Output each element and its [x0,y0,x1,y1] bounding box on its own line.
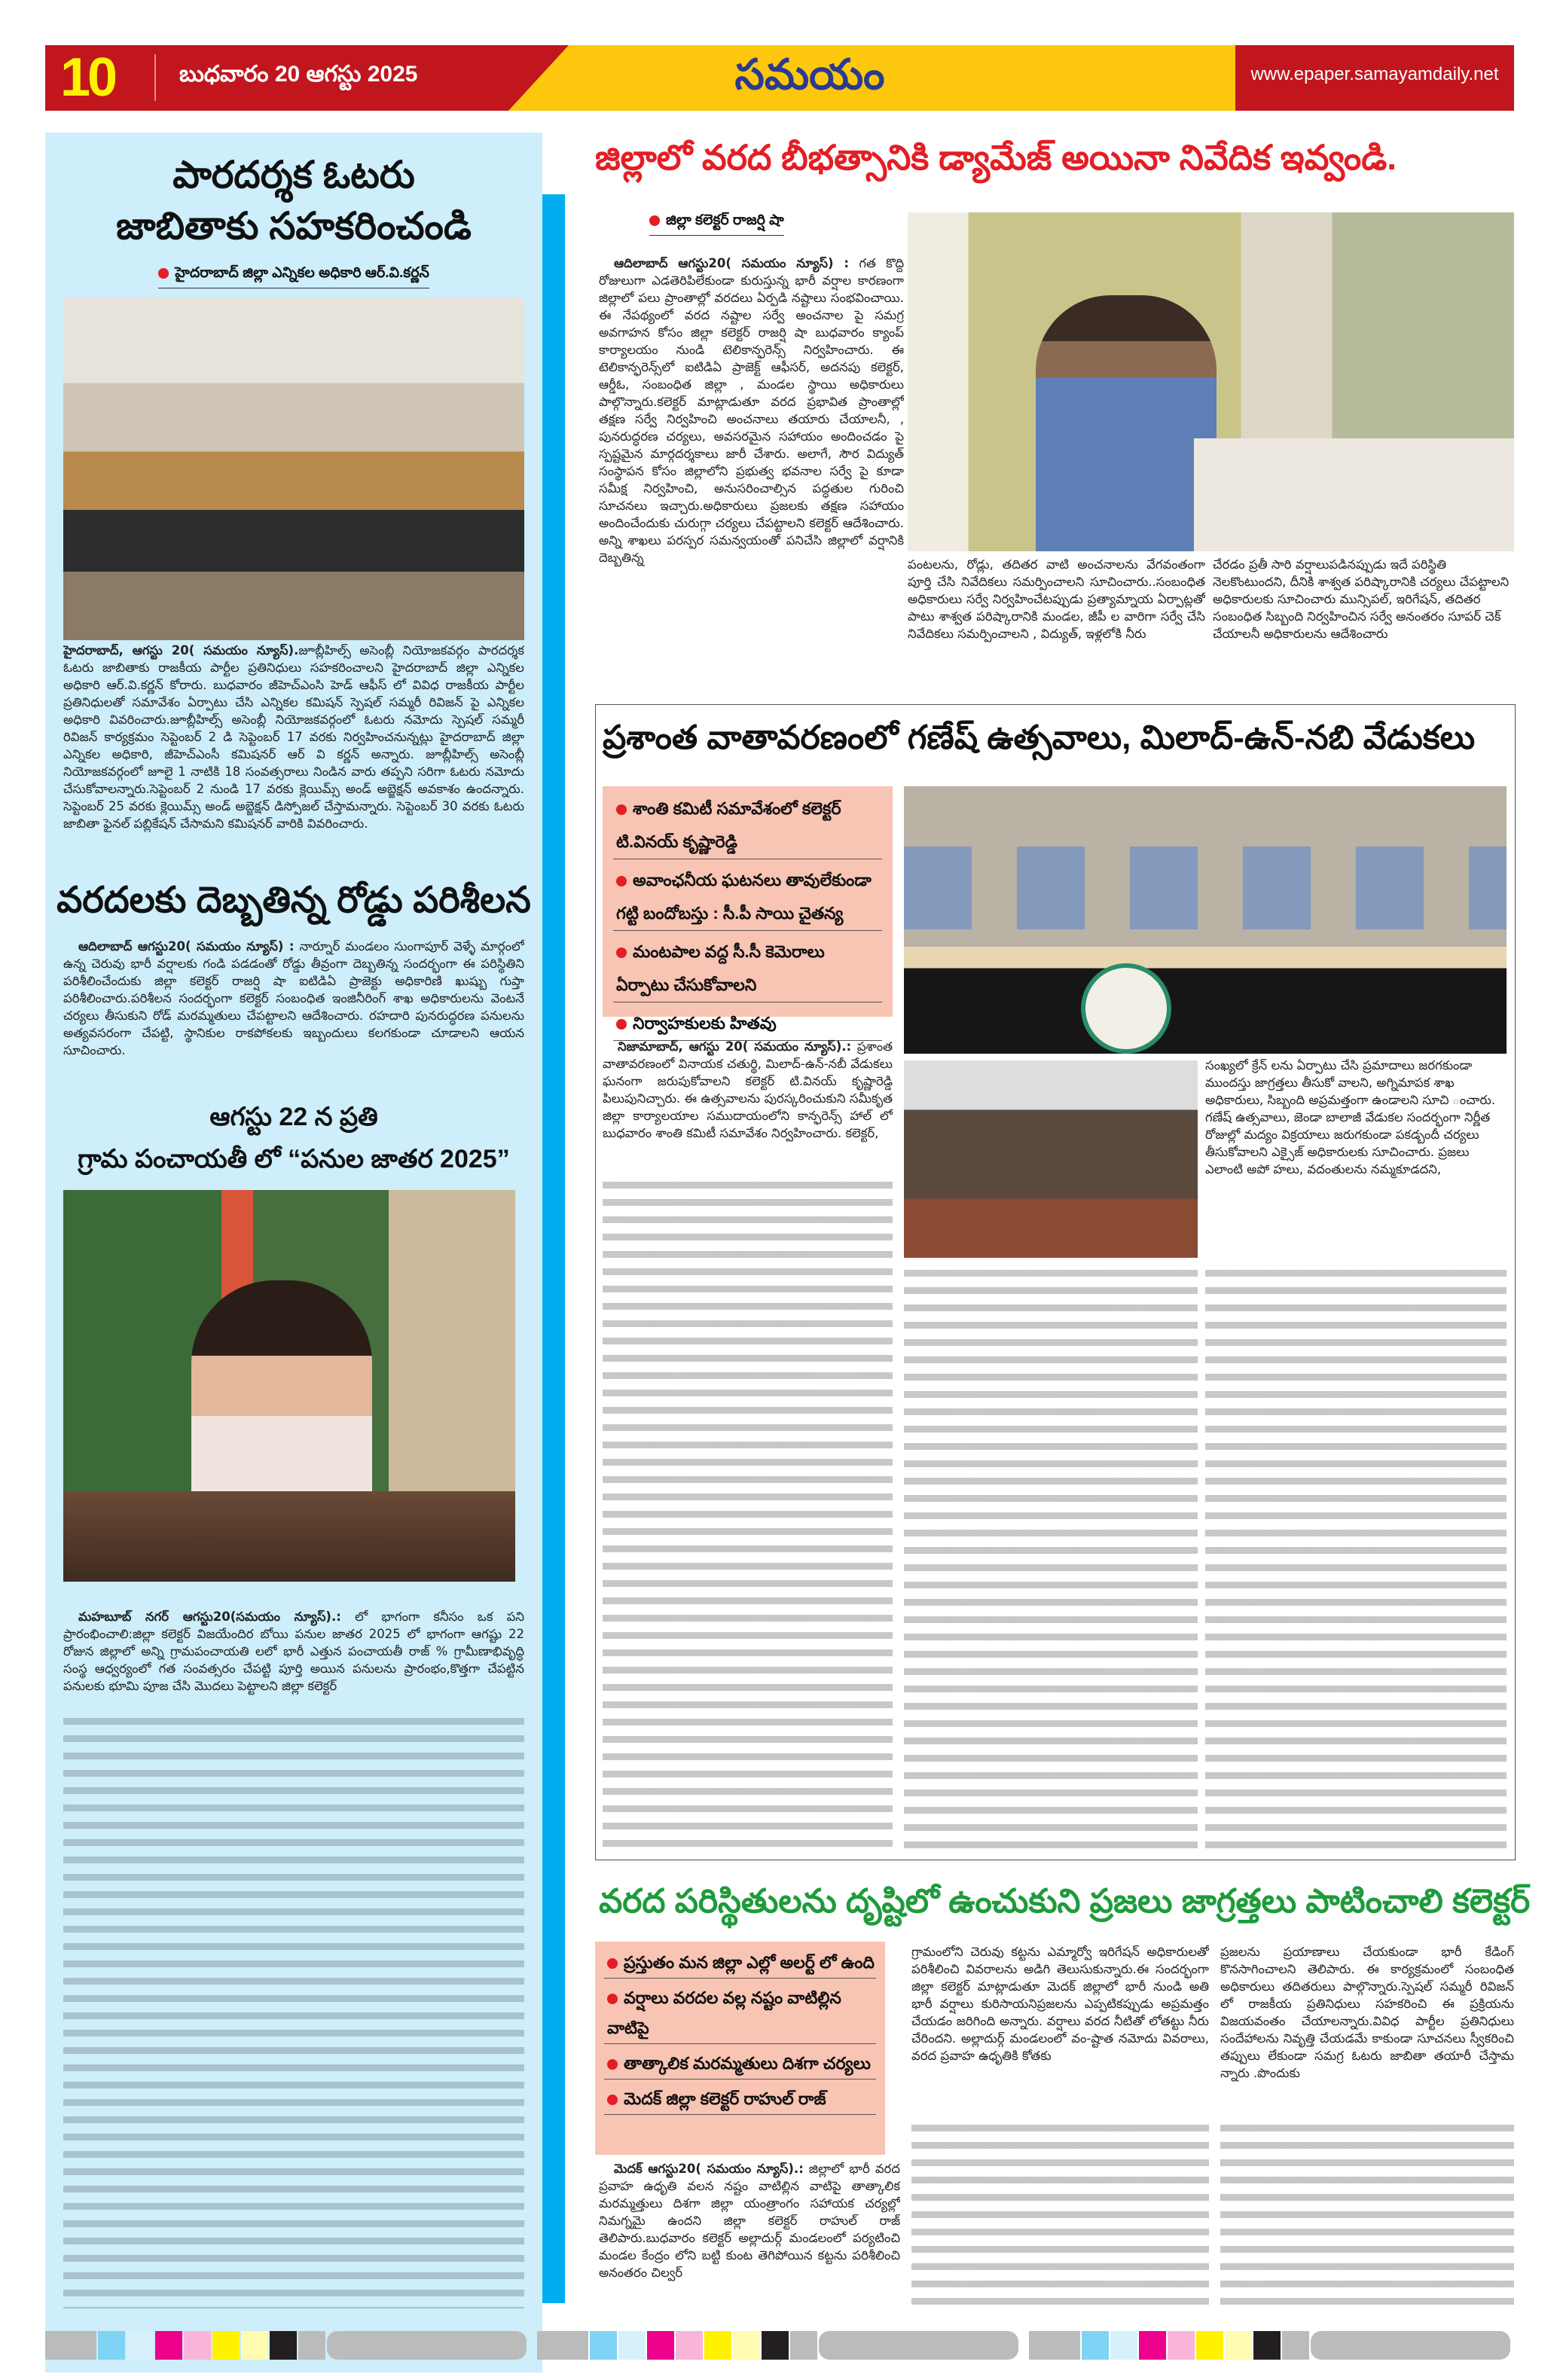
headline: జాబితాకు సహకరించండి [116,205,472,247]
highlights-box [603,786,893,1033]
color-bar-group [537,2331,1029,2360]
color-swatch [241,2331,268,2360]
color-swatch [212,2331,240,2360]
photo-meeting-audience [904,1060,1198,1258]
print-color-registration-bar [45,2331,1522,2360]
color-swatch [1029,2331,1080,2360]
highlight-item: వర్షాలు వరదల వల్ల నష్టం వాటిల్లిన వాటిపై [604,1983,876,2044]
photo-collector [63,1190,515,1582]
article-body-continued [1205,1265,1507,1851]
article-body: ఆదిలాబాద్ ఆగస్టు20( సమయం న్యూస్) : నార్నూర్ మండలం సుంగాపూర్ వెళ్ళే మార్గంలో ఉన్న చెరువు భారీ వర్షాలకు గండి పడడంతో రోడ్డు తీవ్రంగా దెబ్బతిన్న సందర్భంగా ఈ పరిస్థితిని పరిశీలించేందుకు జిల్లా కలెక్టర్ రాజర్షి షా ఐటిడిఏ ప్రాజెక్టు అధికారిణి ఖుష్బు గుప్తా పరిశీలించారు.పరిశీలన సందర్భంగా కలెక్టర్ సంబంధిత ఇంజినీరింగ్ శాఖ అధికారులను వెంటనే చర్యలు తీసుకుని రోడ్ మరమ్మతులు చేపట్టాలని ఆదేశించారు. రహదారి పునరుద్ధరణ పనులను అత్యవసరంగా చేపట్టి, స్థానికుల రాకపోకలకు ఇబ్బందులు కలగకుండా చూడాలని ఆయన సూచించారు. [63,939,524,1057]
masthead-logo: సమయం [734,50,885,98]
article-body: హైదరాబాద్, ఆగస్టు 20( సమయం న్యూస్).జూబ్లీహిల్స్ అసెంబ్లీ నియోజకవర్గం పారదర్శక ఓటరు జాబితాకు రాజకీయ పార్టీల ప్రతినిధులు సహకరించాలని హైదరాబాద్ జిల్లా ఎన్నికల అధికారి ఆర్.వి.కర్ణన్ కోరారు. బుధవారం జీహెచ్ఎంసి హెడ్ ఆఫీస్ లో వివిధ రాజకీయ పార్టీల ప్రతినిధులతో సమావేశం ఏర్పాటు చేసి ఎన్నికల కమిషన్ స్పెషల్ సమ్మరీ రివిజన్ పై ఎన్నికల అధికారి వివరించారు.జూబ్లీహిల్స్ అసెంబ్లీ నియోజకవర్గంలో ఓటరు నమోదు స్పెషల్ సమ్మరీ రివిజన్ కార్యక్రమం సెప్టెంబర్ 2 డి సెప్టెంబర్ 17 వరకు నిర్వహించనున్నట్లు హైదరాబాద్ జిల్లా ఎన్నికల అధికారి, జీహెచ్ఎంసీ కమిషనర్ ఆర్ వి కర్ణన్ అన్నారు. జూబ్లీహిల్స్ అసెంబ్లీ నియోజకవర్గంలో జూలై 1 నాటికి 18 సంవత్సరాలు నిండిన వారు తప్పని సరిగా ఓటరు నమోదు చేసుకోవాలన్నారు.సెప్టెంబర్ 2 నుండి 17 వరకు క్లెయిమ్స్ అండ్ అబ్జెక్షన్ అవకాశం ఉందన్నారు. సెప్టెంబర్ 25 వరకు క్లెయిమ్స్ అండ్ అబ్జెక్షన్ డిస్పోజల్ చేస్తామన్నారు. సెప్టెంబర్ 30 వరకు ఓటరు జాబితా ఫైనల్ పబ్లికేషన్ చేసామని కమిషనర్ వారికి వివరించారు. [63,643,524,831]
highlight-item: మంటపాల వద్ద సీ.సీ కెమెరాలు ఏర్పాటు చేసుకోవాలని [613,935,882,1002]
bullet-icon [649,215,660,226]
color-swatch [762,2331,789,2360]
photo-collector-teleconference [908,212,1514,551]
highlights-box [595,1942,885,2155]
bullet-icon [616,1019,627,1030]
article-body: సంఖ్యలో క్రేన్ లను ఏర్పాటు చేసి ప్రమాదాలు జరగకుండా ముందస్తు జాగ్రత్తలు తీసుకో వాలని, అగ్నిమాపక శాఖ అధికారులు, సిబ్బంది అప్రమత్తంగా ఉండాలని సూచి ంచారు. గణేష్ ఉత్సవాలు, జెండా బాలాజీ వేడుకల సందర్భంగా నిర్ణీత రోజుల్లో మద్యం విక్రయాలు జరుగకుండా పకడ్బందీ చర్యలు తీసుకోవాలని ఎక్సైజ్ అధికారులకు సూచించారు. ప్రజలు ఎలాంటి అపో హలు, వదంతులను నమ్మకూడదని, [1205,1058,1496,1176]
headline: వరదలకు దెబ్బతిన్న రోడ్డు పరిశీలన [56,880,531,920]
article-body: గ్రామంలోని చెరువు కట్టను ఎమ్మార్వో ఇరిగేషన్ అధికారులతో పరిశీలించి వివరాలను అడిగి తెలుసుకున్నారు.ఈ సందర్భంగా జిల్లా కలెక్టర్ మాట్లాడుతూ మెదక్ జిల్లాలో భారీ నుండి అతి భారీ వర్షాలు కురిసాయనిప్రజలను ఎప్పటికప్పుడు అప్రమత్తం చేయడం జరిగింది అన్నారు. వర్షాలు వరద నీటితో లోతట్టు నీరు చేరిందని. అల్లాదుర్గ్ మండలంలో వం-ష్టాత నమోదు వివరాలు, వరద ప్రవాహ ఉధృతికి కోతకు [911,1945,1209,2063]
byline: జిల్లా కలెక్టర్ రాజర్షి షా [649,212,784,236]
header-divider [154,54,156,101]
highlight-item: అవాంఛనీయ ఘటనలు తావులేకుండా గట్టి బందోబస్తు : సీ.పీ సాయి చైతన్య [613,864,882,931]
article-voter-list [45,149,542,288]
color-bar-group [45,2331,537,2360]
highlight-item: శాంతి కమిటీ సమావేశంలో కలెక్టర్ టి.వినయ్ కృష్ణారెడ్డి [613,792,882,859]
issue-date: బుధవారం 20 ఆగస్టు 2025 [179,62,418,87]
headline: గ్రామ పంచాయతీ లో “పనుల జాతర 2025” [78,1145,510,1173]
highlight-item: నిర్వాహకులకు హితవు [613,1007,882,1041]
article-panula-jathara-heading [45,1096,542,1180]
telangana-emblem [1081,963,1171,1054]
color-swatch [704,2331,731,2360]
article-body-continued [911,2120,1209,2312]
color-swatch [1196,2331,1223,2360]
bullet-icon [607,2059,618,2070]
color-swatch [647,2331,674,2360]
color-bar-pill [327,2331,527,2360]
article-body: చేరడం ప్రతీ సారి వర్షాలుపడినప్పుడు ఇదే పరిస్థితి నెలకొంటుందని, దీనికి శాశ్వత పరిష్కారానికి చర్యలు చేపట్టాలని అధికారులకు సూచించారు మున్సిపల్, ఇరిగేషన్, తదితర సంబంధిత సిబ్బంది నిర్వహించిన సర్వే అనంతరం సూపర్ చెక్ చేయాలనీ అధికారులను ఆదేశించారు [1213,557,1510,641]
bullet-icon [158,268,169,279]
bullet-icon [616,876,627,886]
color-swatch [1225,2331,1252,2360]
article-body: పంటలను, రోడ్లు, తదితర వాటి అంచనాలను వేగవంతంగా పూర్తి చేసి నివేదికలు సమర్పించాలని సూచించారు..సంబంధిత అధికారులు సర్వే నిర్వహించేటప్పుడు ప్రత్యామ్నాయ ఏర్పాట్లతో పాటు శాశ్వత పరిష్కారానికి మండల, జీపీ ల వారిగా సర్వే చేసి నివేదికలు సమర్పించాలని , విద్యుత్, ఇళ్లలోకి నీరు [908,557,1205,641]
color-swatch [537,2331,588,2360]
color-swatch [676,2331,703,2360]
bullet-icon [607,1958,618,1969]
headline: ఆగస్టు 22 న ప్రతి [209,1103,378,1131]
byline: హైదరాబాద్ జిల్లా ఎన్నికల అధికారి ఆర్.వి.కర్ణన్ [158,265,429,288]
color-swatch [45,2331,96,2360]
color-swatch [1282,2331,1309,2360]
color-swatch [618,2331,646,2360]
article-body-continued [603,1177,893,1851]
article-body-continued [63,1713,524,2308]
highlight-item: తాత్కాలిక మరమ్మతులు దిశగా చర్యలు [604,2049,876,2079]
article-body-continued [1220,2120,1514,2312]
bullet-icon [607,1994,618,2004]
bullet-icon [607,2095,618,2105]
color-swatch [298,2331,325,2360]
article-body: ప్రజలను ప్రయాణాలు చేయకుండా భారీ కేడింగ్ కొనసాగించాలని తెలిపారు. ఈ కార్యక్రమంలో సంబంధిత అధికారులు తదితరులు పాల్గొన్నారు.స్పెషల్ సమ్మరీ రివిజన్ లో రాజకీయ ప్రతినిధులు సహకరించి ఈ ప్రక్రియను విజయవంతం చేయాలన్నారు.వివిధ పార్టీల ప్రతినిధులు సందేహాలను నివృత్తి చేయడమే కాకుండా సూచనలు స్వీకరించి తప్పులు లేకుండా సమగ్ర ఓటరు జాబితా తయారీ చేస్తామ న్నారు .పొందుకు [1220,1945,1514,2080]
bullet-icon [616,947,627,958]
epaper-url[interactable]: www.epaper.samayamdaily.net [1250,64,1499,84]
photo-election-meeting [63,298,524,640]
main-headline: జిల్లాలో వరద బీభత్సానికి డ్యామేజ్ అయినా నివేదిక ఇవ్వండి. [595,138,1397,177]
color-bar-group [1029,2331,1521,2360]
color-bar-pill [819,2331,1018,2360]
headline: వరద పరిస్థితులను దృష్టిలో ఉంచుకుని ప్రజలు జాగ్రత్తలు పాటించాలి కలెక్టర్ [599,1883,1531,1920]
article-body: ఆదిలాబాద్ ఆగస్టు20( సమయం న్యూస్) : గత కొద్ది రోజులుగా ఎడతెరిపిలేకుండా కురుస్తున్న భారీ వర్షాల కారణంగా జిల్లాలో పలు ప్రాంతాల్లో వరదలు ఏర్పడి నష్టాలు సంభవించాయి. ఈ నేపథ్యంలో వరద నష్టాల సర్వే అంచనాల పై సమగ్ర అవగాహన కోసం జిల్లా కలెక్టర్ రాజర్షి షా బుధవారం క్యాంప్ కార్యాలయం నుండి టెలికాన్ఫరెన్స్ నిర్వహించారు. ఈ టెలికాన్ఫరెన్స్‌లో ఐటిడిఏ ప్రాజెక్ట్ ఆఫీసర్, అదనపు కలెక్టర్, ఆర్డీఓ, సంబంధిత జిల్లా , మండల స్థాయి అధికారులు పాల్గొన్నారు.కలెక్టర్ మాట్లాడుతూ వరద ప్రభావిత ప్రాంతాల్లో తక్షణ సర్వే నిర్వహించి అంచనాలు తయారు చేయాలనీ, , పునరుద్ధరణ చర్యలు, అవసరమైన సహాయం అందించడం పై స్పష్టమైన మార్గదర్శకాలు జారీ చేశారు. అలాగే, సౌర విద్యుత్ సంస్థాపన కోసం జిల్లాలోని ప్రభుత్వ భవనాల సర్వే పై కూడా సమీక్ష నిర్వహించి, అనుసరించాల్సిన పద్ధతుల గురించి సూచనలు ఇచ్చారు.అధికారులు ప్రజలకు తక్షణ సహాయం అందించేందుకు చురుగ్గా చర్యలు చేపట్టాలని కలెక్టర్ ఆదేశించారు. అన్ని శాఖలు పరస్పర సమన్వయంతో పనిచేసి జిల్లాలో వర్షానికి దెబ్బతిన్న [599,256,904,565]
color-swatch [590,2331,617,2360]
color-bar-pill [1311,2331,1510,2360]
color-swatch [98,2331,125,2360]
color-swatch [733,2331,760,2360]
highlight-item: మెదక్ జిల్లా కలెక్టర్ రాహుల్ రాజ్ [604,2084,876,2115]
photo-peace-committee [904,786,1507,1054]
color-swatch [790,2331,817,2360]
color-swatch [155,2331,182,2360]
page-number: 10 [60,47,115,108]
bullet-icon [616,804,627,815]
color-swatch [270,2331,297,2360]
article-body-continued [904,1265,1198,1851]
color-swatch [1139,2331,1166,2360]
headline: పారదర్శక ఓటరు [172,154,415,196]
article-body: మెదక్ ఆగస్టు20( సమయం న్యూస్).: జిల్లాలో భారీ వరద ప్రవాహ ఉధృతి వలన నష్టం వాటిల్లిన వాటిపై తాత్కాలిక మరమ్మత్తులు దిశగా జిల్లా యంత్రాంగం సహాయక చర్యల్లో నిమగ్నమై ఉందని జిల్లా కలెక్టర్ రాహుల్ రాజ్ తెలిపారు.బుధవారం కలెక్టర్ అల్లాదుర్గ్ మండలంలో పర్యటించి మండల కేంద్రం లోని బట్టి కుంట తెగిపోయిన కట్టను పరిశీలించి అనంతరం చిల్వర్ [599,2162,900,2280]
color-swatch [127,2331,154,2360]
headline: ప్రశాంత వాతావరణంలో గణేష్ ఉత్సవాలు, మిలాద్-ఉన్-నబి వేడుకలు [603,719,1476,756]
article-body: మహబూబ్ నగర్ ఆగస్టు20(సమయం న్యూస్).: లో భాగంగా కనీసం ఒక పని ప్రారంభించాలి:జిల్లా కలెక్టర్ విజయేందిర బోయి పనుల జాతర 2025 లో భాగంగా ఆగష్టు 22 రోజున జిల్లాలో అన్ని గ్రామపంచాయతి లలో భారీ ఎత్తున పంచాయతీ రాజ్ % గ్రామీణాభివృద్ధి సంస్థ ఆధ్వర్యంలో గత సంవత్సరం చేపట్టి పూర్తి అయిన పనులను ప్రారంభం,కొత్తగా చేపట్టిన పనులకు భూమి పూజ చేసి మొదలు పెట్టాలని జిల్లా కలెక్టర్ [63,1610,524,1693]
highlight-item: ప్రస్తుతం మన జిల్లా ఎల్లో అలర్ట్ లో ఉంది [604,1948,876,1979]
article-body: నిజామాబాద్, ఆగస్టు 20( సమయం న్యూస్).: ప్రశాంత వాతావరణంలో వినాయక చతుర్థి, మిలాద్-ఉన్-నబీ వేడుకలు ఘనంగా జరుపుకోవాలని కలెక్టర్ టి.వినయ్ కృష్ణారెడ్డి పిలుపునిచ్చారు. ఈ ఉత్సవాలను పురస్కరించుకుని సమీకృత జిల్లా కార్యాలయాల సముదాయంలోని కాన్ఫరెన్స్ హాల్ లో బుధవారం శాంతి కమిటీ సమావేశం నిర్వహించారు. కలెక్టర్, [603,1039,893,1140]
color-swatch [1253,2331,1281,2360]
color-swatch [184,2331,211,2360]
color-swatch [1082,2331,1109,2360]
color-swatch [1168,2331,1195,2360]
column-divider-stripe [542,194,565,2303]
color-swatch [1110,2331,1137,2360]
